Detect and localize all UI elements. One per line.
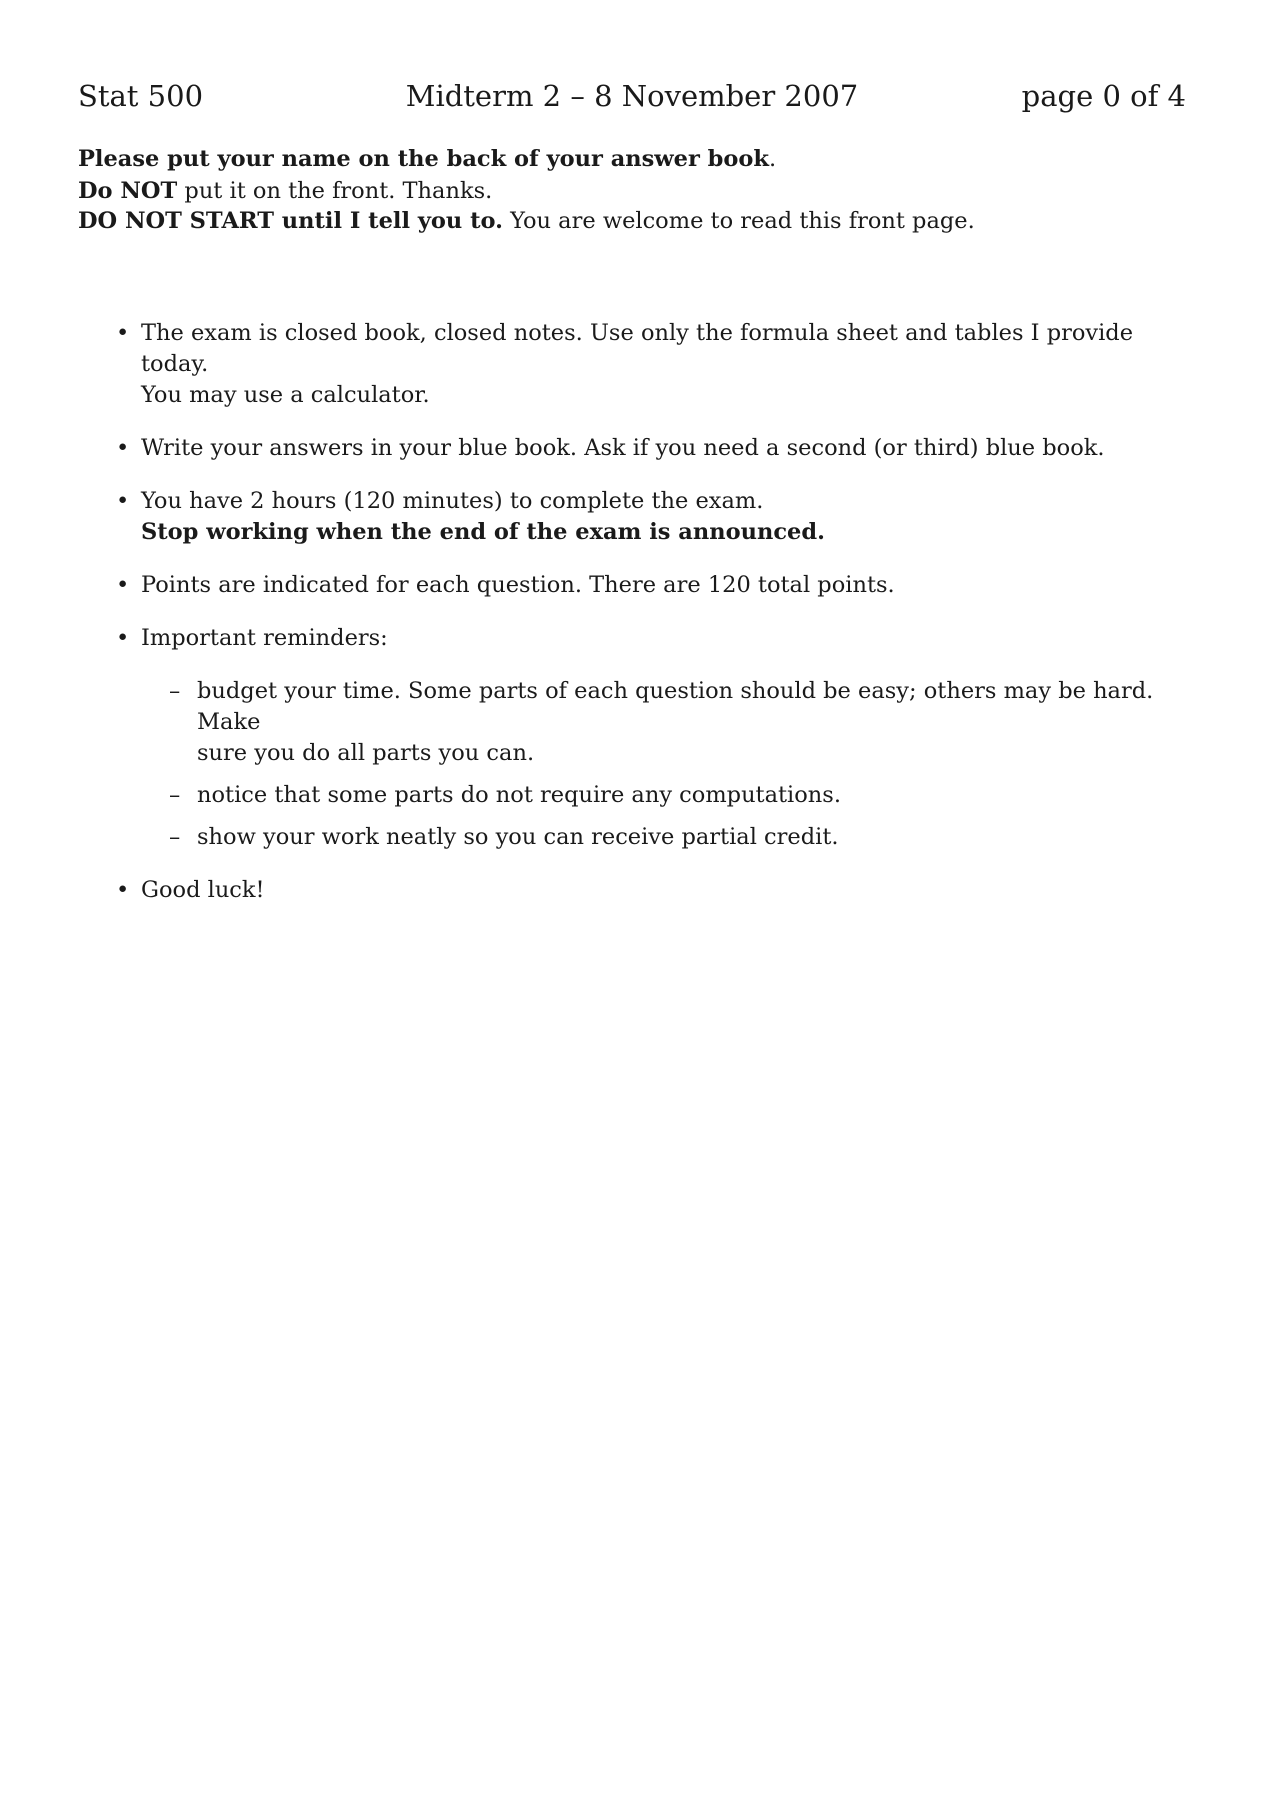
rules-list <box>78 318 1200 928</box>
page-header <box>78 76 1186 116</box>
reminder-show-work: show your work neatly so you can receive partial credit. <box>197 824 839 850</box>
list-item <box>78 433 1200 464</box>
dash-glyph: – <box>169 678 181 704</box>
exam-title: Midterm 2 – 8 November 2007 <box>405 79 859 113</box>
rule-closed-book: The exam is closed book, closed notes. Use only the formula sheet and tables I provide today. <box>141 320 1134 377</box>
list-item <box>78 570 1200 601</box>
list-item <box>78 623 1200 853</box>
list-item <box>78 875 1200 906</box>
rule-stop-working: Stop working when the end of the exam is announced. <box>141 519 825 545</box>
rule-blue-book: Write your answers in your blue book. Ask if you need a second (or third) blue book. <box>141 435 1105 461</box>
bullet-glyph: • <box>116 625 130 651</box>
list-item <box>141 780 1200 811</box>
front-instruction-bold: Do NOT <box>78 178 178 204</box>
list-item <box>141 822 1200 853</box>
reminder-budget-time: budget your time. Some parts of each question should be easy; others may be hard. Make <box>197 678 1154 735</box>
bullet-glyph: • <box>116 877 130 903</box>
list-item <box>78 318 1200 411</box>
front-instruction-rest: put it on the front. Thanks. <box>177 178 493 204</box>
bullet-glyph: • <box>116 488 130 514</box>
rule-calculator: You may use a calculator. <box>141 382 430 408</box>
name-instruction-bold: Please put your name on the back of your answer book <box>78 146 770 172</box>
good-luck: Good luck! <box>141 877 265 903</box>
bullet-glyph: • <box>116 572 130 598</box>
bullet-glyph: • <box>116 435 130 461</box>
dash-glyph: – <box>169 824 181 850</box>
reminder-no-computation: notice that some parts do not require any computations. <box>197 782 841 808</box>
reminder-budget-time-cont: sure you do all parts you can. <box>197 740 535 766</box>
list-item <box>141 676 1200 769</box>
list-item <box>78 486 1200 548</box>
rule-time-limit: You have 2 hours (120 minutes) to complete the exam. <box>141 488 764 514</box>
name-instruction-line <box>78 143 1200 175</box>
start-instruction-rest: You are welcome to read this front page. <box>502 208 975 234</box>
dash-glyph: – <box>169 782 181 808</box>
course-name: Stat 500 <box>78 79 204 113</box>
start-instruction <box>78 205 1200 237</box>
name-instructions <box>78 143 1200 207</box>
start-instruction-bold: DO NOT START until I tell you to. <box>78 208 503 234</box>
reminders-list <box>141 676 1200 853</box>
reminders-heading: Important reminders: <box>141 625 388 651</box>
page-number: page 0 of 4 <box>1021 79 1186 113</box>
name-instruction-period: . <box>769 146 777 172</box>
rule-points: Points are indicated for each question. There are 120 total points. <box>141 572 895 598</box>
bullet-glyph: • <box>116 320 130 346</box>
front-instruction-line <box>78 175 1200 207</box>
